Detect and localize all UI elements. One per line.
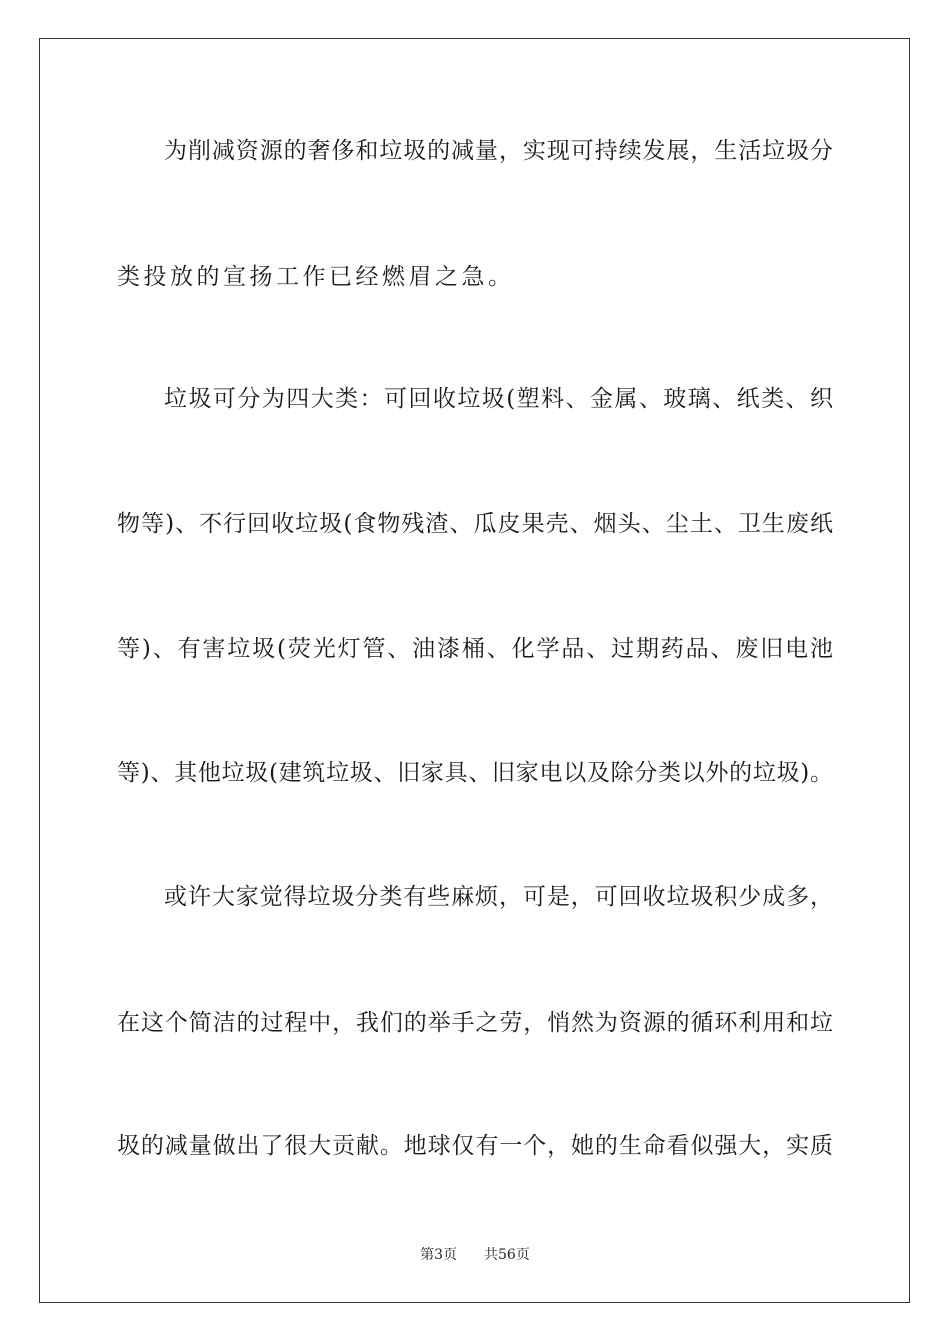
page-footer <box>0 1246 950 1264</box>
paragraph-2-line-4: 等)、其他垃圾(建筑垃圾、旧家具、旧家电以及除分类以外的垃圾)。 <box>117 760 833 786</box>
page-total: 共56页 <box>484 1247 530 1263</box>
paragraph-1-line-2: 类投放的宣扬工作已经燃眉之急。 <box>117 264 515 290</box>
page-border <box>39 38 910 1303</box>
paragraph-2-line-2: 物等)、不行回收垃圾(食物残渣、瓜皮果壳、烟头、尘土、卫生废纸 <box>117 511 833 537</box>
paragraph-2-line-3: 等)、有害垃圾(荧光灯管、油漆桶、化学品、过期药品、废旧电池 <box>117 636 833 662</box>
paragraph-1-line-1: 为削减资源的奢侈和垃圾的减量，实现可持续发展，生活垃圾分 <box>164 138 833 164</box>
paragraph-2-line-1: 垃圾可分为四大类：可回收垃圾(塑料、金属、玻璃、纸类、织 <box>164 386 833 412</box>
paragraph-3-line-3: 圾的减量做出了很大贡献。地球仅有一个，她的生命看似强大，实质 <box>117 1133 833 1159</box>
paragraph-3-line-1: 或许大家觉得垃圾分类有些麻烦，可是，可回收垃圾积少成多， <box>164 884 833 910</box>
paragraph-3-line-2: 在这个简洁的过程中，我们的举手之劳，悄然为资源的循环利用和垃 <box>117 1010 833 1036</box>
page-number: 第3页 <box>420 1247 458 1263</box>
